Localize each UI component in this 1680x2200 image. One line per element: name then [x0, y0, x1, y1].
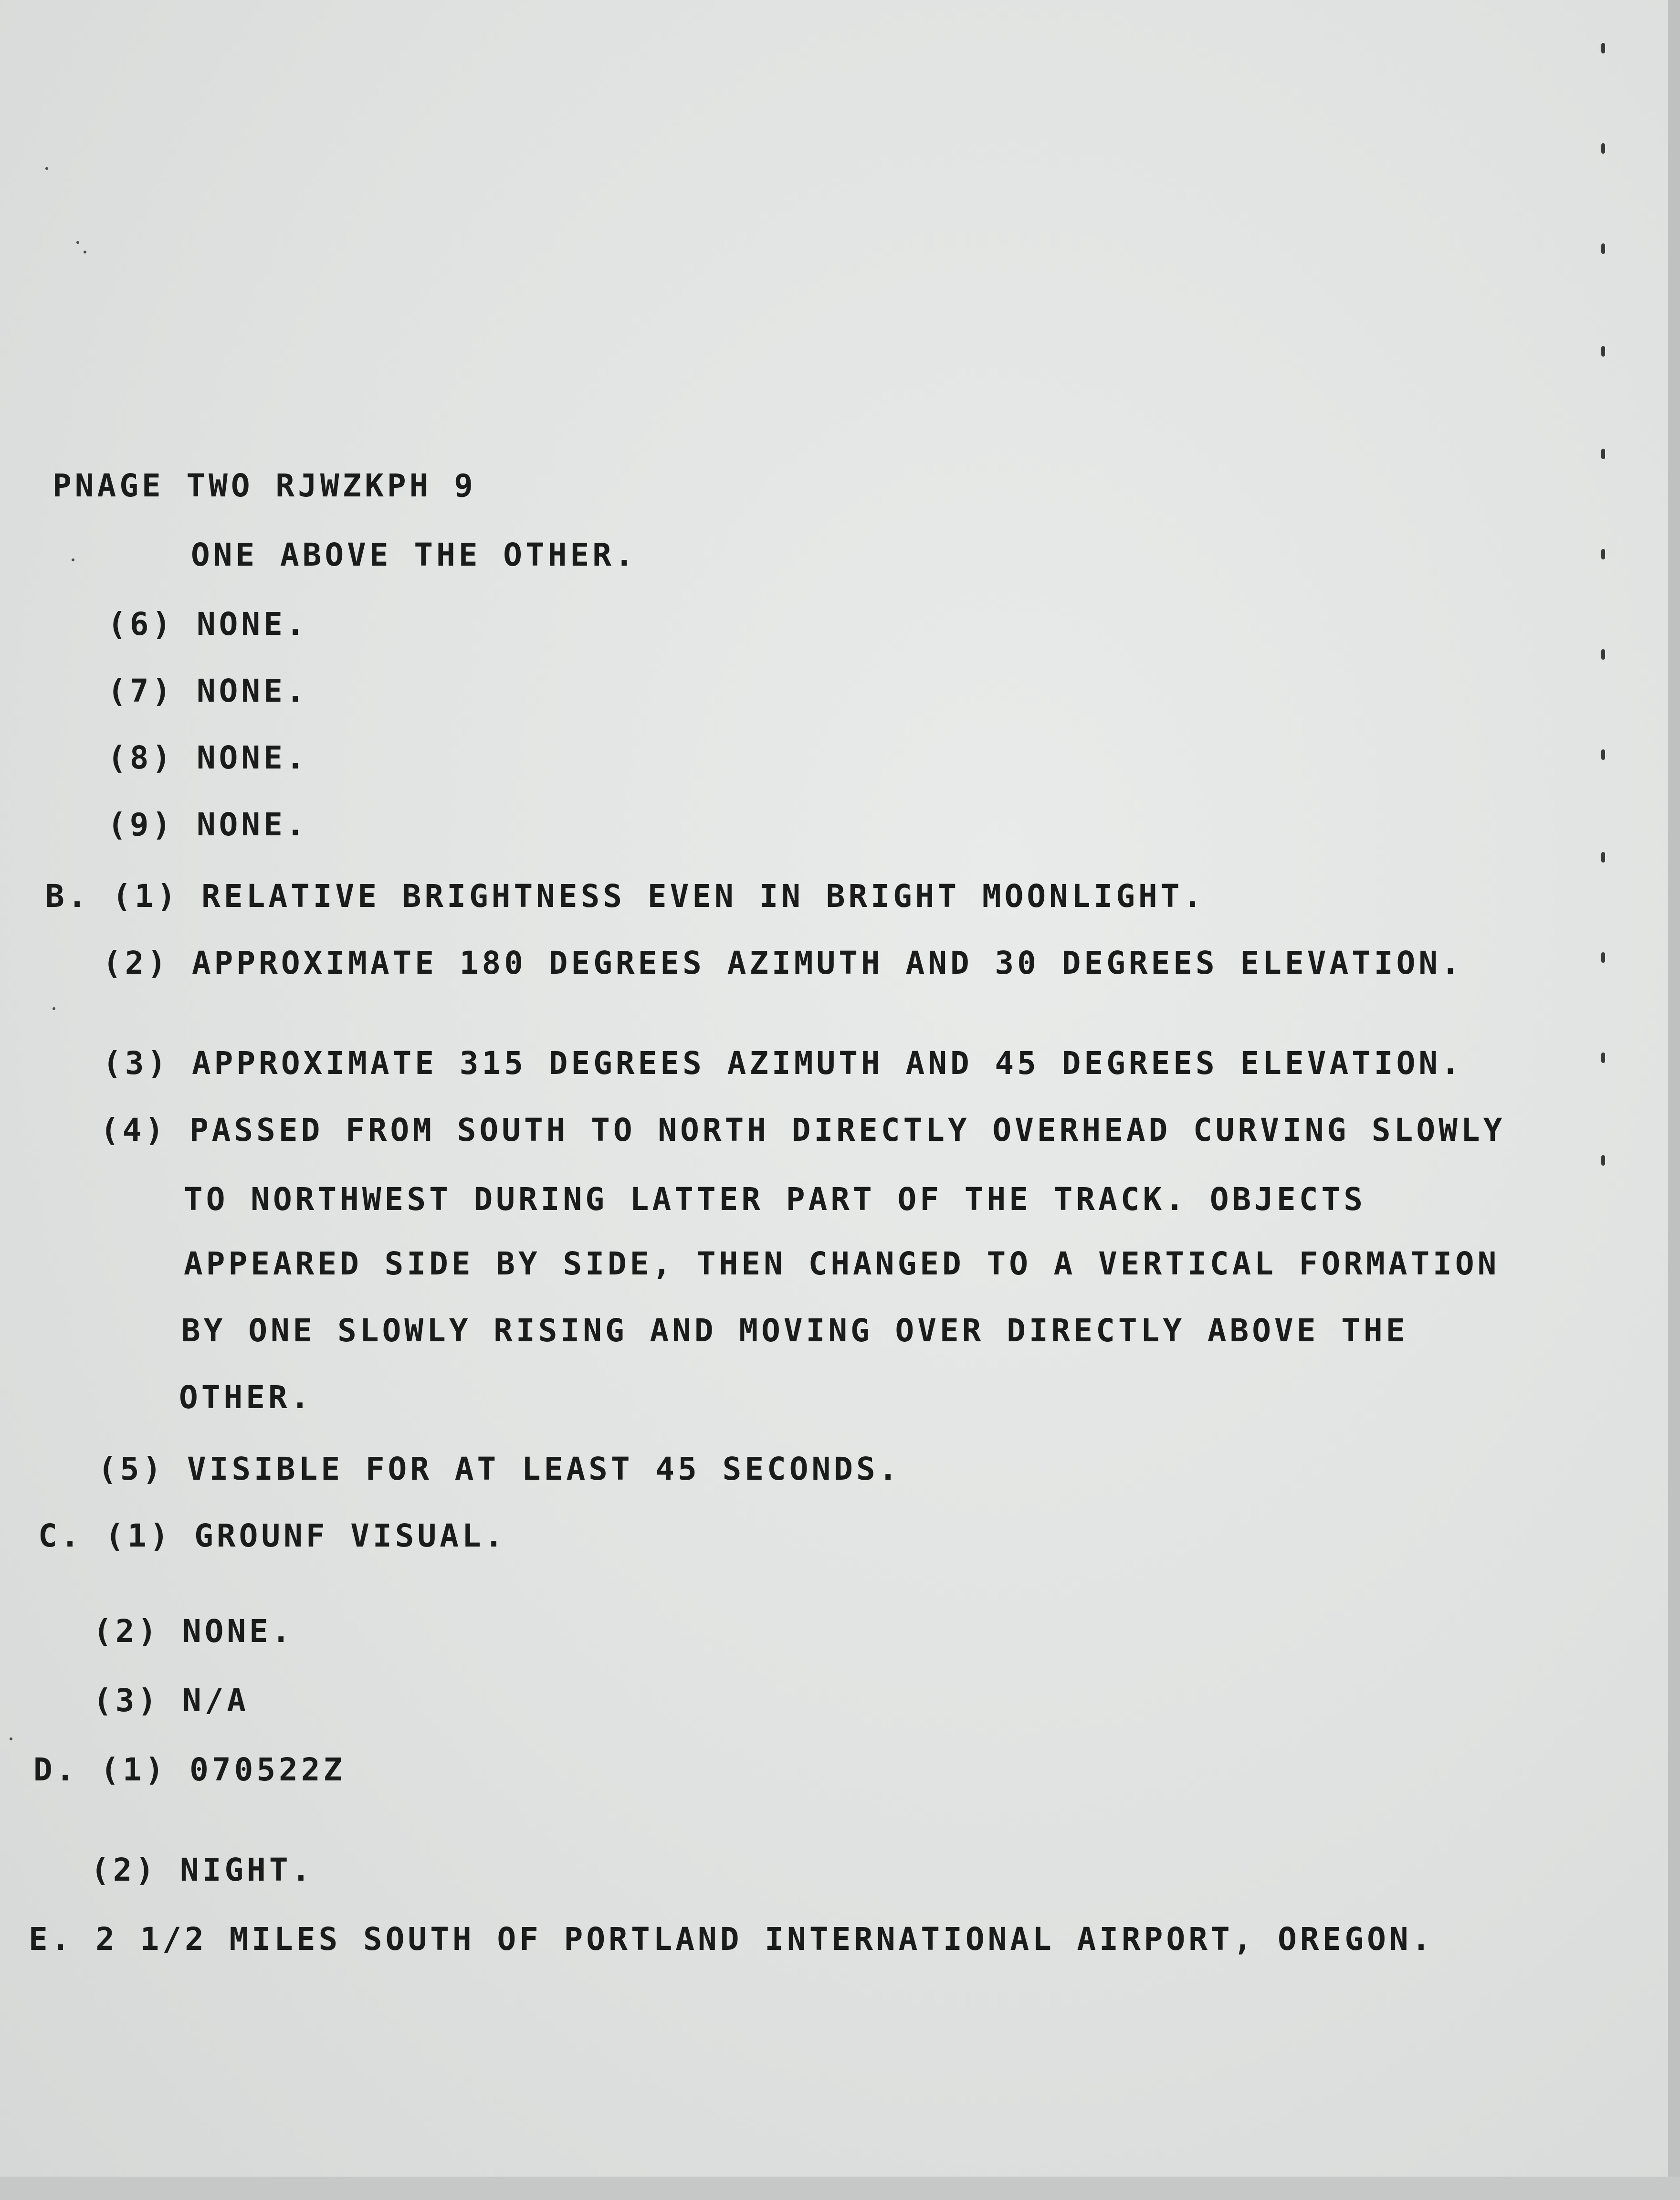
feed-hole — [1601, 346, 1605, 357]
feed-hole — [1601, 749, 1605, 760]
text-line: (2) APPROXIMATE 180 DEGREES AZIMUTH AND 30 DEGREES ELEVATION. — [103, 945, 1463, 981]
text-line: (3) APPROXIMATE 315 DEGREES AZIMUTH AND 45 DEGREES ELEVATION. — [103, 1045, 1463, 1082]
text-line: (6) NONE. — [107, 606, 308, 642]
paper-speck — [10, 1737, 12, 1740]
feed-hole — [1601, 549, 1605, 559]
page-header: PNAGE TWO RJWZKPH 9 — [52, 467, 476, 504]
paper-speck — [45, 167, 48, 170]
feed-hole — [1601, 143, 1605, 154]
feed-hole — [1601, 952, 1605, 963]
text-line: (2) NONE. — [93, 1613, 294, 1650]
page-edge-shadow — [1668, 0, 1680, 2200]
text-line: BY ONE SLOWLY RISING AND MOVING OVER DIRECTLY ABOVE THE — [181, 1312, 1408, 1349]
text-line: APPEARED SIDE BY SIDE, THEN CHANGED TO A VERTICAL FORMATION — [184, 1245, 1500, 1282]
text-line: B. (1) RELATIVE BRIGHTNESS EVEN IN BRIGHT MOONLIGHT. — [45, 878, 1206, 915]
text-line: ONE ABOVE THE OTHER. — [191, 537, 637, 573]
text-line: (8) NONE. — [107, 739, 308, 776]
feed-hole — [1601, 449, 1605, 459]
text-line: E. 2 1/2 MILES SOUTH OF PORTLAND INTERNATIONAL AIRPORT, OREGON. — [29, 1921, 1434, 1958]
feed-hole — [1601, 649, 1605, 660]
feed-hole — [1601, 1053, 1605, 1063]
text-line: (4) PASSED FROM SOUTH TO NORTH DIRECTLY OVERHEAD CURVING SLOWLY — [100, 1112, 1506, 1148]
text-line: (3) N/A — [93, 1682, 250, 1719]
text-line: OTHER. — [179, 1379, 313, 1416]
page-bottom-edge — [0, 2177, 1680, 2200]
feed-hole — [1601, 43, 1605, 53]
text-line: (5) VISIBLE FOR AT LEAST 45 SECONDS. — [98, 1451, 901, 1487]
paper-speck — [84, 251, 86, 253]
feed-hole — [1601, 852, 1605, 863]
feed-hole — [1601, 1155, 1605, 1166]
text-line: D. (1) 070522Z — [33, 1751, 346, 1788]
text-line: (7) NONE. — [107, 673, 308, 709]
paper-speck — [72, 558, 74, 561]
paper-speck — [76, 241, 79, 244]
paper-speck — [52, 1007, 55, 1010]
text-line: TO NORTHWEST DURING LATTER PART OF THE TRACK. OBJECTS — [184, 1181, 1366, 1218]
text-line: (2) NIGHT. — [91, 1852, 314, 1888]
text-line: (9) NONE. — [107, 806, 308, 843]
text-line: C. (1) GROUNF VISUAL. — [38, 1517, 507, 1554]
feed-hole — [1601, 243, 1605, 254]
